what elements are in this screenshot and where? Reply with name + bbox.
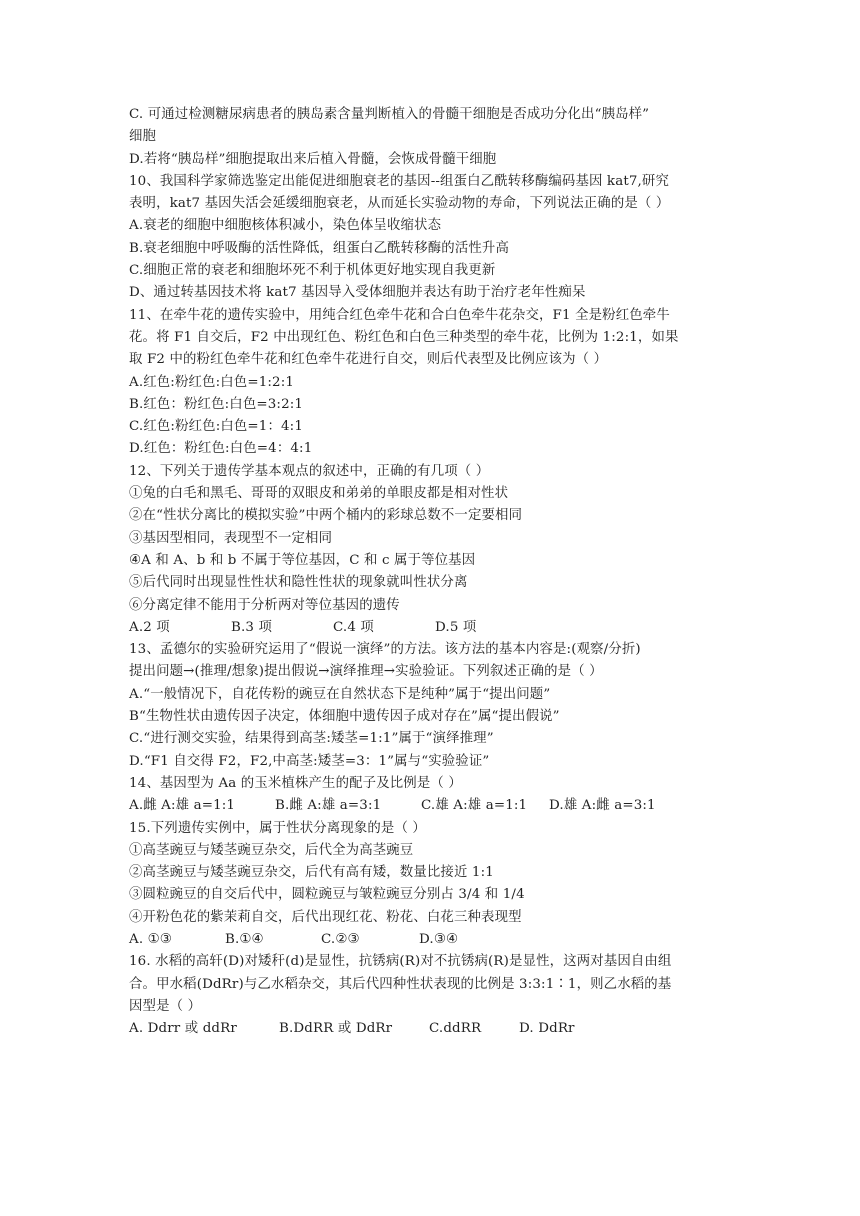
option-c: C.②③ bbox=[321, 931, 360, 947]
option-line: D.“F1 自交得 F2，F2,中高茎:矮茎=3：1”属与“实验验证” bbox=[129, 753, 490, 769]
question-13-stem: 13、孟德尔的实验研究运用了“假说一演绎”的方法。该方法的基本内容是:(观察/分折) bbox=[129, 642, 641, 658]
option-line: B“生物性状由遗传因子决定，体细胞中遗传因子成对存在”属“提出假说” bbox=[129, 709, 560, 725]
text-line: 因型是（ ） bbox=[129, 998, 202, 1014]
statement-line: ⑤后代同时出现显性性状和隐性性状的现象就叫性状分离 bbox=[129, 575, 468, 591]
statement-line: ④A 和 A、b 和 b 不属于等位基因，C 和 c 属于等位基因 bbox=[129, 552, 476, 568]
question-16-options bbox=[129, 1018, 741, 1040]
question-12-stem: 12、下列关于遗传学基本观点的叙述中，正确的有几项（ ） bbox=[129, 463, 490, 479]
question-16-stem: 16. 水稻的高轩(D)对矮秆(d)是显性，抗锈病(R)对不抗锈病(R)是显性，这两对基因自由组 bbox=[129, 954, 672, 970]
statement-line: ③基因型相同，表现型不一定相同 bbox=[129, 530, 333, 546]
option-a: A.2 项 bbox=[129, 619, 170, 635]
option-line: B.红色：粉红色:白色=3:2:1 bbox=[129, 396, 304, 412]
option-line: A.衰老的细胞中细胞核体积减小，染色体呈收缩状态 bbox=[129, 218, 442, 234]
question-10-stem: 10、我国科学家筛选鉴定出能促进细胞衰老的基因--组蛋白乙酰转移酶编码基因 kat7,研究 bbox=[129, 173, 670, 189]
option-d: D. DdRr bbox=[519, 1021, 575, 1037]
statement-line: ②高茎豌豆与矮茎豌豆杂交，后代有高有矮，数量比接近 1:1 bbox=[129, 865, 494, 881]
statement-line: ⑥分离定律不能用于分析两对等位基因的遗传 bbox=[129, 597, 400, 613]
text-line: 细胞 bbox=[129, 129, 157, 145]
question-12-options bbox=[129, 617, 741, 639]
option-line: B.衰老细胞中呼吸酶的活性降低，组蛋白乙酰转移酶的活性升高 bbox=[129, 240, 509, 256]
statement-line: ①兔的白毛和黑毛、哥哥的双眼皮和弟弟的单眼皮都是相对性状 bbox=[129, 486, 509, 502]
option-c: C.ddRR bbox=[429, 1021, 482, 1037]
question-14-stem: 14、基因型为 Aa 的玉米植株产生的配子及比例是（ ） bbox=[129, 775, 462, 791]
option-c: C.雄 A:雄 a=1:1 bbox=[421, 798, 528, 814]
option-a: A. Ddrr 或 ddRr bbox=[129, 1021, 237, 1037]
option-d: D.③④ bbox=[419, 931, 459, 947]
option-b: B.雌 A:雄 a=3:1 bbox=[275, 798, 382, 814]
option-line: C.细胞正常的衰老和细胞坏死不利于机体更好地实现自我更新 bbox=[129, 263, 496, 279]
option-line: A.“一般情况下，自花传粉的豌豆在自然状态下是纯种”属于“提出问题” bbox=[129, 686, 551, 702]
text-line: 花。将 F1 自交后，F2 中出现红色、粉红色和白色三种类型的牵牛花，比例为 1:2:1，如果 bbox=[129, 329, 679, 345]
option-line: C.“进行测交实验，结果得到高茎:矮茎=1:1”属于“演绎推理” bbox=[129, 731, 494, 747]
text-line: C. 可通过检测糖尿病患者的胰岛素含量判断植入的骨髓干细胞是否成功分化出“胰岛样” bbox=[129, 107, 650, 122]
question-14-options bbox=[129, 795, 741, 817]
text-line: D.若将“胰岛样”细胞提取出来后植入骨髓，会恢成骨髓干细胞 bbox=[129, 151, 497, 167]
option-a: A. ①③ bbox=[129, 931, 172, 947]
option-d: D.5 项 bbox=[435, 619, 477, 635]
text-line: 取 F2 中的粉红色牵牛花和红色牵牛花进行自交，则后代表型及比例应该为（ ） bbox=[129, 352, 608, 368]
option-a: A.雌 A:雄 a=1:1 bbox=[129, 798, 236, 814]
statement-line: ④开粉色花的紫茉莉自交，后代出现红花、粉花、白花三种表现型 bbox=[129, 909, 522, 925]
text-line: 合。甲水稻(DdRr)与乙水稻杂交，其后代四种性状表现的比例是 3:3:1∶1，则乙水稻的基 bbox=[129, 976, 672, 992]
document-page bbox=[129, 104, 741, 1040]
statement-line: ②在“性状分离比的模拟实验”中两个桶内的彩球总数不一定要相同 bbox=[129, 508, 523, 524]
statement-line: ①高茎豌豆与矮茎豌豆杂交，后代全为高茎豌豆 bbox=[129, 842, 414, 858]
text-line: 表明，kat7 基因失活会延缓细胞衰老，从而延长实验动物的寿命，下列说法正确的是（ ） bbox=[129, 196, 670, 212]
option-d: D.雄 A:雌 a=3:1 bbox=[549, 798, 656, 814]
option-b: B.3 项 bbox=[231, 619, 273, 635]
option-line: A.红色:粉红色:白色=1:2:1 bbox=[129, 374, 295, 390]
option-line: D、通过转基因技术将 kat7 基因导入受体细胞并表达有助于治疗老年性痴呆 bbox=[129, 285, 586, 301]
option-line: C.红色:粉红色:白色=1：4:1 bbox=[129, 419, 304, 435]
option-c: C.4 项 bbox=[333, 619, 374, 635]
text-line: 提出问题→(推理/想象)提出假说→演绎推理→实验验证。下列叙述正确的是（ ） bbox=[129, 664, 603, 680]
question-15-options bbox=[129, 929, 741, 951]
question-11-stem: 11、在牵牛花的遗传实验中，用纯合红色牵牛花和合白色牵牛花杂交，F1 全是粉红色牵牛 bbox=[129, 307, 670, 323]
option-line: D.红色：粉红色:白色=4：4:1 bbox=[129, 441, 313, 457]
question-15-stem: 15.下列遗传实例中，属于性状分离现象的是（ ） bbox=[129, 820, 426, 836]
option-b: B.①④ bbox=[225, 931, 264, 947]
statement-line: ③圆粒豌豆的自交后代中，圆粒豌豆与皱粒豌豆分别占 3/4 和 1/4 bbox=[129, 887, 525, 903]
option-b: B.DdRR 或 DdRr bbox=[279, 1021, 393, 1037]
